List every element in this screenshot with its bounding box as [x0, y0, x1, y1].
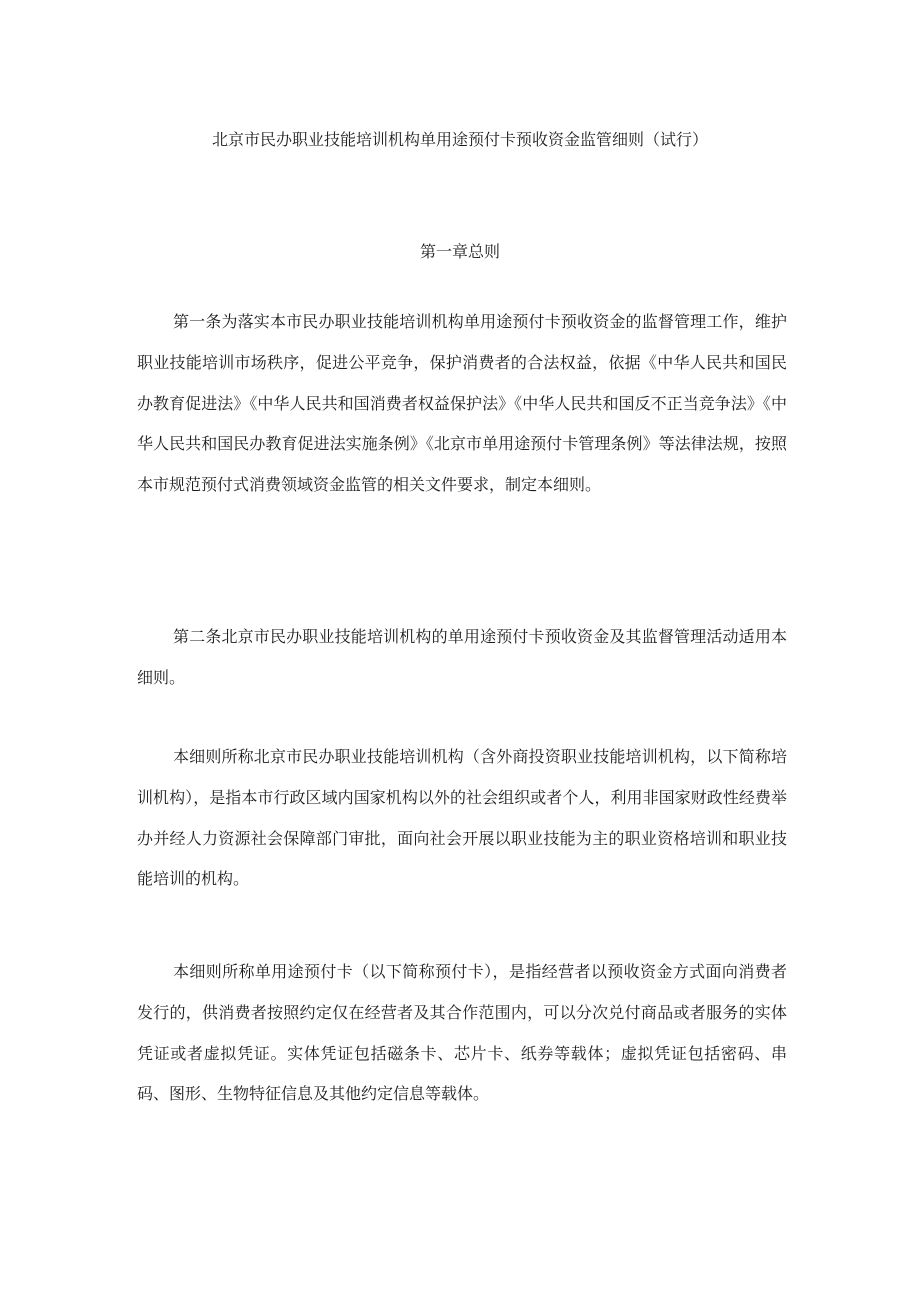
document-title: 北京市民办职业技能培训机构单用途预付卡预收资金监管细则（试行）	[211, 130, 708, 149]
chapter-title: 第一章总则	[419, 242, 500, 261]
paragraph-article-1: 第一条为落实本市民办职业技能培训机构单用途预付卡预收资金的监督管理工作，维护职业技能培训市场秩序，促进公平竞争，保护消费者的合法权益，依据《中华人民共和国民办教育促进法》《中华人民共和国消费者权益保护法》《中华人民共和国反不正当竞争法》《中华人民共和国民办教育促进法实施条例》《北京市单用途预付卡管理条例》等法律法规，按照本市规范预付式消费领域资金监管的相关文件要求，制定本细则。	[137, 312, 787, 495]
paragraph-article-2: 第二条北京市民办职业技能培训机构的单用途预付卡预收资金及其监督管理活动适用本细则。	[137, 627, 787, 687]
paragraph-definition-prepaid-card: 本细则所称单用途预付卡（以下简称预付卡），是指经营者以预收资金方式面向消费者发行的，供消费者按照约定仅在经营者及其合作范围内，可以分次兑付商品或者服务的实体凭证或者虚拟凭证。实体凭证包括磁条卡、芯片卡、纸券等载体；虚拟凭证包括密码、串码、图形、生物特征信息及其他约定信息等载体。	[137, 962, 787, 1104]
paragraph-definition-institution: 本细则所称北京市民办职业技能培训机构（含外商投资职业技能培训机构，以下简称培训机构），是指本市行政区域内国家机构以外的社会组织或者个人，利用非国家财政性经费举办并经人力资源社会保障部门审批，面向社会开展以职业技能为主的职业资格培训和职业技能培训的机构。	[137, 747, 787, 889]
